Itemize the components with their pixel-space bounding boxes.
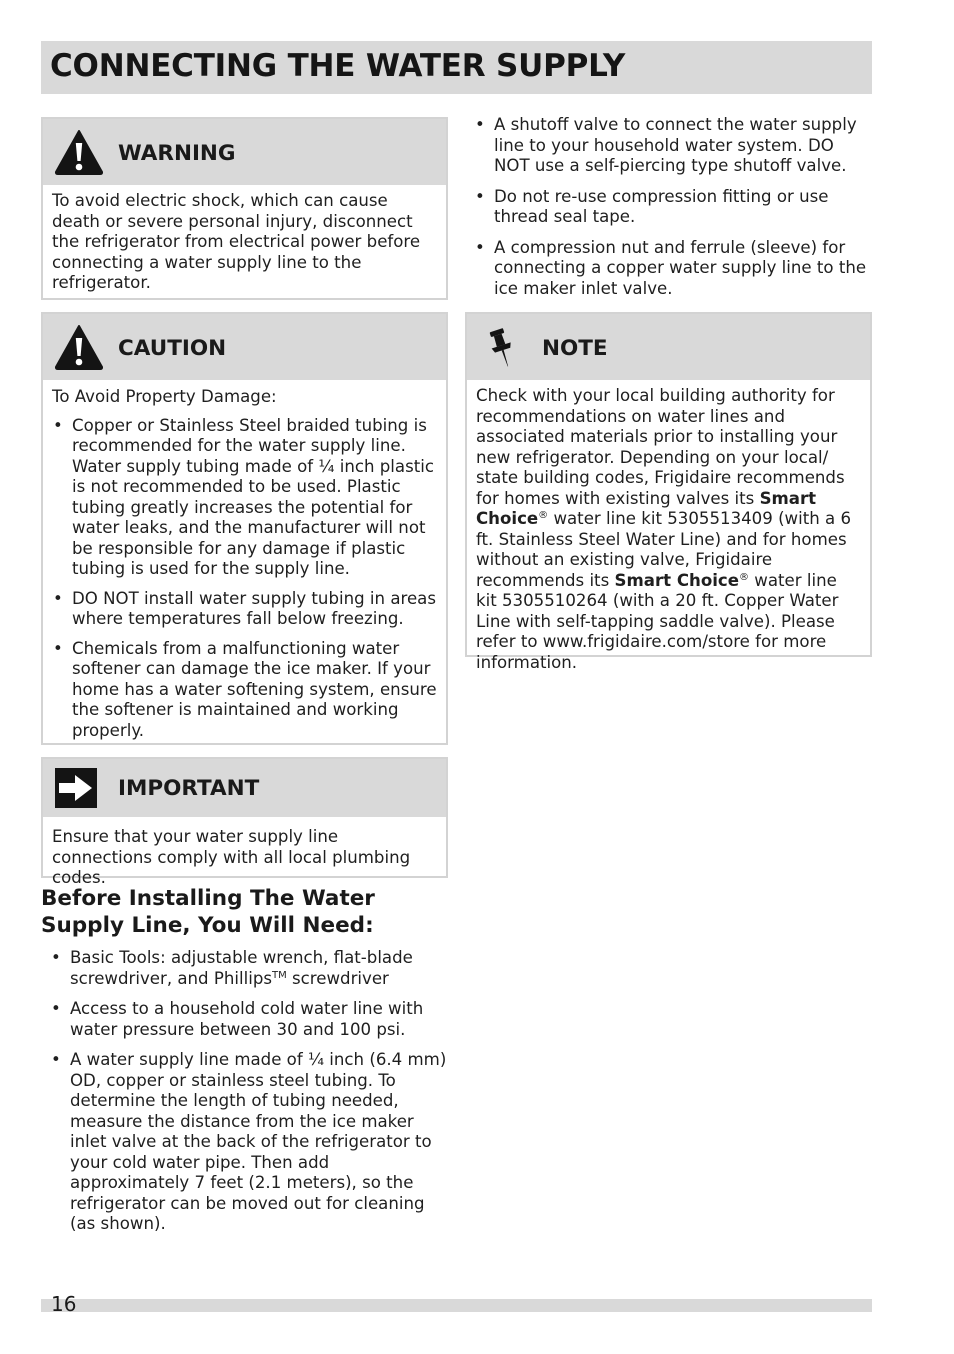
caution-intro: To Avoid Property Damage: <box>52 387 277 406</box>
warning-triangle-icon <box>54 129 104 175</box>
note-box <box>465 312 872 672</box>
warning-triangle-icon <box>54 324 104 370</box>
needs-list-continued <box>474 115 874 299</box>
note-text-part: Check with your local building authority for recommendations on water lines and associated materials prior to installing your new refrigerator. Depending on your local/ state building codes, Frigidaire recommends for homes with existing valves its <box>476 386 845 508</box>
important-box <box>41 757 448 887</box>
footer-bar <box>41 1299 872 1312</box>
note-label: NOTE <box>542 336 608 361</box>
page-title: CONNECTING THE WATER SUPPLY <box>50 48 626 84</box>
list-item-text: screwdriver <box>286 968 389 988</box>
registered-mark: ® <box>538 510 549 521</box>
warning-label: WARNING <box>118 141 236 166</box>
arrow-right-icon <box>54 767 98 809</box>
warning-box <box>41 117 448 300</box>
list-item: • Do not re-use compression fitting or use thread seal tape. <box>474 187 874 228</box>
section-heading: Before Installing The Water Supply Line, You Will Need: <box>41 886 375 938</box>
brand-name: Smart Choice <box>476 488 817 528</box>
important-label: IMPORTANT <box>118 776 260 801</box>
note-text-part: water line kit 5305513409 (with a 6 ft. Stainless Steel Water Line) and for homes without an existing valve, Frigidaire recommends its <box>476 509 852 590</box>
list-item: • A water supply line made of ¼ inch (6.4 mm) OD, copper or stainless steel tubing. To determine the length of tubing needed, measure the distance from the ice maker inlet valve at the back of the refrigerator to your cold water pipe. Then add approximately 7 feet (2.1 meters), so the refrigerator can be moved out for cleaning (as shown). <box>50 1050 450 1235</box>
warning-header <box>43 119 446 185</box>
brand-name: Smart Choice <box>614 570 740 590</box>
note-text <box>476 386 862 673</box>
list-item: • Chemicals from a malfunctioning water softener can damage the ice maker. If your home has a water softening system, ensure the softener is maintained and working properly. <box>52 639 438 742</box>
note-header <box>467 314 870 380</box>
caution-box <box>41 312 448 745</box>
title-bar <box>41 41 872 94</box>
list-item-text: Basic Tools: adjustable wrench, flat-blade screwdriver, and Phillips <box>70 948 413 988</box>
page-number: 16 <box>51 1292 77 1316</box>
list-item: • Access to a household cold water line with water pressure between 30 and 100 psi. <box>50 999 450 1040</box>
list-item: • A shutoff valve to connect the water supply line to your household water system. DO NOT use a self-piercing type shutoff valve. <box>474 115 874 177</box>
note-text-part: water line kit 5305510264 (with a 20 ft. Copper Water Line with self-tapping saddle valve). Please refer to www.frigidaire.com/store for more information. <box>476 570 839 672</box>
needs-list <box>50 948 450 1235</box>
important-text: Ensure that your water supply line connections comply with all local plumbing codes. <box>52 827 411 887</box>
registered-mark: ® <box>739 571 750 583</box>
warning-text: To avoid electric shock, which can cause death or severe personal injury, disconnect the refrigerator from electrical power before connecting a water supply line to the refrigerator. <box>52 191 421 292</box>
pushpin-icon <box>483 326 523 372</box>
list-item: • A compression nut and ferrule (sleeve) for connecting a copper water supply line to the ice maker inlet valve. <box>474 238 874 300</box>
list-item: • Copper or Stainless Steel braided tubing is recommended for the water supply line. Water supply tubing made of ¼ inch plastic is not recommended to be used. Plastic tubing greatly increases the potential for water leaks, and the manufacturer will not be responsible for any damage if plastic tubing is used for the supply line. <box>52 416 438 580</box>
list-item: • DO NOT install water supply tubing in areas where temperatures fall below freezing. <box>52 589 438 630</box>
important-header <box>43 759 446 817</box>
caution-label: CAUTION <box>118 336 227 361</box>
list-item <box>50 948 450 989</box>
caution-header <box>43 314 446 380</box>
caution-list <box>52 416 438 742</box>
trademark-mark: TM <box>272 969 287 981</box>
